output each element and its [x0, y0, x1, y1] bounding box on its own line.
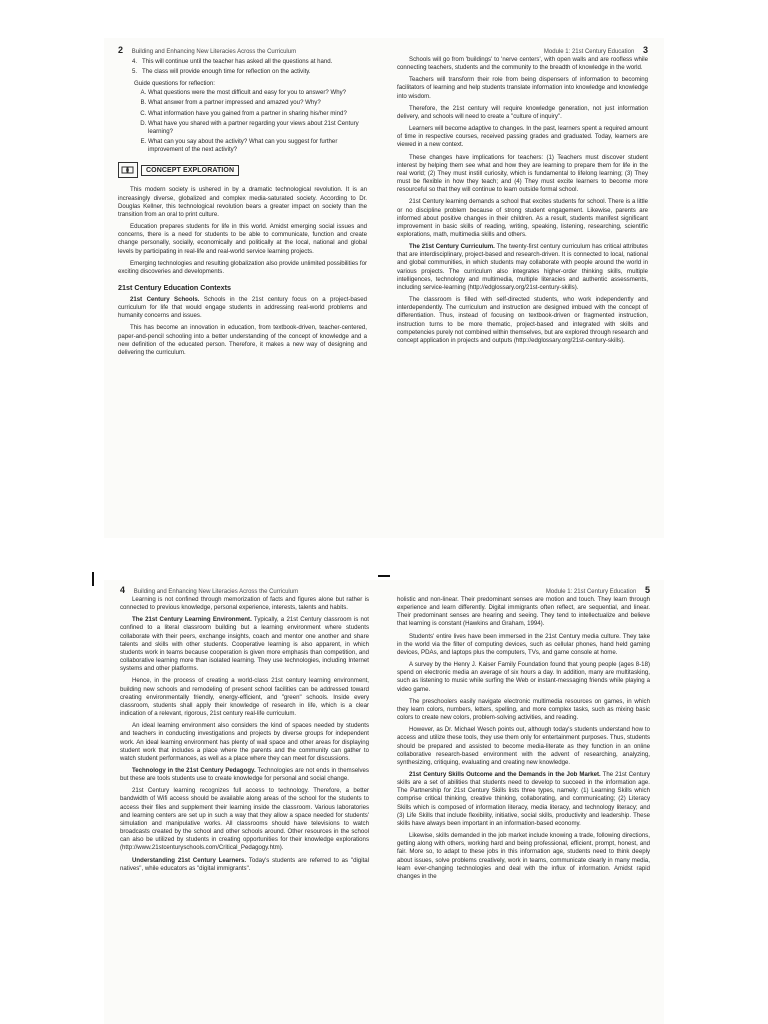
page-number: 4 [120, 585, 126, 595]
guide-question: D. What have you shared with a partner regarding your views about 21st Century learning? [148, 120, 367, 136]
body-paragraph: This has become an innovation in education, from textbook-driven, teacher-centered, paper-and-pencil schooling into a better understanding of the concept of knowledge and a new definition of the educated person. Therefore, it makes a new way of designing and delivering the curriculum. [118, 324, 367, 356]
body-paragraph: This modern society is ushered in by a dramatic technological revolution. It is an increasingly diverse, globalized and complex media-saturated society. According to Dr. Douglas Kellner, this technological revolution bears a greater impact on society than the transition from an oral to print culture. [118, 186, 367, 218]
page-2 [104, 38, 383, 538]
body-paragraph: The classroom is filled with self-directed students, who work independently and interdependently. The curriculum and instruction are designed imbued with the concept of differentiation. Thus, instead of focusing on textbook-driven or fragmented instruction, instruction turns to be more thematic, project-based and integrated with skills and competencies purely not combined within themselves, but are explored through research and concept application in projects and outputs (http://edglossary.org/21st-century-skills). [397, 296, 649, 344]
curriculum-text: The twenty-first century curriculum has critical attributes that are interdisciplinary, project-based and research-driven. It is connected to local, national and global communities, in which students may collaborate with people around the world in various projects. The curriculum also integrates higher-order thinking skills, multiple intelligences, technology and multimedia, multiple literacies and authentic assessments, including service-learning (http://edglossary.org/21st-century-skills). [397, 243, 648, 291]
body-paragraph: An ideal learning environment also considers the kind of spaces needed by students and teachers in conducting investigations and projects by diverse groups for independent work. An ideal learning environment has plenty of wall space and other areas for displaying student work that includes a place where the parents and the community can gather to watch student performances, as well as a place where they can meet for discussions. [120, 722, 369, 762]
running-head-text: Module 1: 21st Century Education [543, 49, 635, 55]
learners-lead: Understanding 21st Century Learners. [132, 856, 247, 864]
running-head-page-3 [397, 44, 648, 56]
skills-lead: 21st Century Skills Outcome and the Demands in the Job Market. [409, 770, 601, 778]
skills-paragraph [397, 771, 650, 828]
body-paragraph: Schools will go from 'buildings' to 'nerve centers', with open walls and are roofless while connecting teachers, students and the community to the breadth of knowledge in the world. [397, 56, 648, 72]
environment-lead: The 21st Century Learning Environment. [132, 616, 252, 624]
curriculum-paragraph [397, 243, 648, 292]
step-item: The class will provide enough time for reflection on the activity. [142, 68, 311, 76]
body-paragraph: holistic and non-linear. Their predominant senses are motion and touch. They learn through experience and learn differently. Digital immigrants often reflect, are sequential, and linear. Their predominant senses are hearing and seeing. They tend to intellectualize and believe that learning is constant (Hawkins and Graham, 1994). [397, 596, 650, 628]
environment-text: Typically, a 21st Century classroom is not confined to a literal classroom building but a learning environment where students collaborate with their peers, exchange insights, coach and mentor one another and share talents and skills with other students. Cooperative learning is also apparent, in which students work in teams because cooperation is given more emphasis than competition, and collaborative learning more than isolated learning. They use technologies, including Internet systems and other platforms. [120, 616, 369, 673]
running-head-text: Module 1: 21st Century Education [545, 589, 637, 595]
guide-question: C. What information have you gained from a partner in sharing his/her mind? [148, 110, 367, 118]
learners-paragraph [120, 857, 369, 873]
body-paragraph: Hence, in the process of creating a world-class 21st century learning environment, building new schools and remodeling of present school facilities can be addressed toward creating environmentally friendly, energy-efficient, and "green" schools. Inside every classroom, students shall apply their knowledge of research in life, which is a clear indication of a relevant, rigorous, 21st century real-life curriculum. [120, 677, 369, 718]
guide-question: A. What questions were the most difficult and easy for you to answer? Why? [148, 89, 367, 97]
learners-text: Today's students are referred to as "digital natives", while educators as "digital immigrants". [120, 856, 370, 872]
guide-question: E. What can you say about the activity? What can you suggest for further improvement of the next activity? [148, 138, 367, 154]
body-paragraph: 21st Century learning demands a school that excites students for school. There is a little or no discipline problem because of strong student engagement. Likewise, parents are informed about positive changes in their children. As a result, students manifest significant improvement in basic skills of reading, writing, speaking, listening, researching, scientific explorations, math, multimedia skills and others. [397, 198, 648, 238]
body-paragraph: A survey by the Henry J. Kaiser Family Foundation found that young people (ages 8-18) spend on electronic media an average of six hours a day. In addition, many are multitasking, such as listening to music while surfing the Web or instant-messaging friends while playing a video game. [397, 661, 650, 693]
concept-exploration-banner [118, 162, 367, 178]
puzzle-icon [118, 162, 138, 178]
guide-heading: Guide questions for reflection: [134, 80, 215, 88]
scan-mark [378, 575, 390, 577]
environment-paragraph [120, 616, 369, 673]
scan-mark [92, 572, 94, 586]
schools-text: Schools in the 21st century focus on a project-based curriculum for life that would engage students in addressing real-world problems and humanity concerns and issues. [118, 295, 367, 320]
page-5 [383, 580, 664, 1024]
body-paragraph: Teachers will transform their role from being dispensers of information to becoming facilitators of learning and help students translate information into knowledge and knowledge into wisdom. [397, 76, 648, 100]
guide-questions [118, 89, 367, 154]
body-paragraph: Likewise, skills demanded in the job market include knowing a trade, following directions, getting along with others, working hard and being professional, efficient, prompt, honest, and fair. More so, to adapt to these jobs in this information age, students need to think deeply about issues, solve problems creatively, work in teams, communicate clearly in many media, learn ever-changing technologies and deal with the influx of information. Amidst rapid changes in the [397, 832, 650, 880]
page-4 [104, 580, 383, 1024]
body-paragraph: These changes have implications for teachers: (1) Teachers must discover student interest by helping them see what and how they are learning to prepare them for life in the real world; (2) They must instill curiosity, which is fundamental to lifelong learning; (3) They must be flexible in how they teach; and (4) They must excite learners to become more resourceful so that they will continue to learn outside formal school. [397, 153, 648, 194]
running-head-page-2 [118, 44, 367, 56]
body-paragraph: Education prepares students for life in this world. Amidst emerging social issues and concerns, there is a need for students to be able to communicate, function and create change personally, socially, economically and politically at the local, national and global levels by participating in real-life and real-world service learning projects. [118, 223, 367, 255]
page-number: 5 [644, 585, 650, 595]
body-paragraph: Learning is not confined through memorization of facts and figures alone but rather is connected to previous knowledge, personal experience, interests, talents and habits. [120, 596, 369, 612]
page-number: 2 [118, 45, 124, 55]
body-paragraph: Students' entire lives have been immersed in the 21st Century media culture. They take in the world via the filter of computing devices, such as cellular phones, hand held gaming devices, PDAs, and laptops plus the computers, TVs, and game console at home. [397, 632, 650, 656]
body-paragraph: Learners will become adaptive to changes. In the past, learners spent a required amount of time in respective courses, received passing grades and graduated. Today, learners are viewed in a new context. [397, 125, 648, 149]
schools-lead: 21st Century Schools. [130, 295, 200, 303]
running-head-text: Building and Enhancing New Literacies Across the Curriculum [133, 589, 299, 595]
curriculum-lead: The 21st Century Curriculum. [409, 243, 495, 251]
pedagogy-lead: Technology in the 21st Century Pedagogy. [132, 766, 256, 774]
page-number: 3 [642, 45, 648, 55]
pedagogy-text: Technologies are not ends in themselves but these are tools students use to create knowledge for personal and social change. [120, 766, 369, 783]
guide-question: B. What answer from a partner impressed and amazed you? Why? [148, 99, 367, 107]
body-paragraph: 21st Century learning recognizes full access to technology. Therefore, a better bandwidth of Wifi access should be available along areas of the school for the students to access their files and supplement their learning inside the classroom. Various laboratories and learning centers are set up in such a way that they allow a space needed for students' simulation and manipulative works. All classrooms should have televisions to watch broadcasts created by the school and other schools around. Other resources in the school can also be utilized by students in creating opportunities for their knowledge explorations (http://www.21stcenturyschools.com/Critical_Pedagogy.htm). [120, 787, 369, 852]
page-3 [383, 38, 664, 538]
schools-paragraph [118, 296, 367, 320]
activity-steps [118, 58, 367, 76]
skills-text: The 21st Century skills are a set of abilities that students need to develop to succeed in the information age. The Partnership for 21st Century Skills lists three types, namely: (1) Learning Skills which comprise critical thinking, creative thinking, collaborating, and communicating; (2) Literacy Skills which is composed of information literacy, media literacy, and technology literacy; and (3) Life Skills that include flexibility, initiative, social skills, productivity and leadership. These skills have always been important in an information-based economy. [397, 770, 650, 827]
running-head-page-4 [120, 584, 369, 596]
body-paragraph: Emerging technologies and resulting globalization also provide unlimited possibilities for exciting discoveries and developments. [118, 259, 367, 275]
pedagogy-paragraph [120, 767, 369, 783]
running-head-page-5 [397, 584, 650, 596]
body-paragraph: Therefore, the 21st century will require knowledge generation, not just information delivery, and schools will need to create a "culture of inquiry". [397, 104, 648, 120]
running-head-text: Building and Enhancing New Literacies Across the Curriculum [131, 49, 297, 55]
body-paragraph: The preschoolers easily navigate electronic multimedia resources on games, in which they learn colors, numbers, letters, spelling, and more complex tasks, such as mixing basic colors to create new colors, problem-solving activities, and reading. [397, 697, 650, 722]
body-paragraph: However, as Dr. Michael Wesch points out, although today's students understand how to access and utilize these tools, they use them only for entertainment purposes. Thus, students should be prepared and assisted to become media-literate as they function in an online collaborative research-based environment with the advent of researching, analyzing, synthesizing, critiquing, evaluating and creating new knowledge. [397, 726, 650, 766]
step-item: This will continue until the teacher has asked all the questions at hand. [142, 58, 333, 65]
concept-exploration-label: CONCEPT EXPLORATION [141, 165, 239, 176]
section-title: 21st Century Education Contexts [118, 282, 232, 292]
